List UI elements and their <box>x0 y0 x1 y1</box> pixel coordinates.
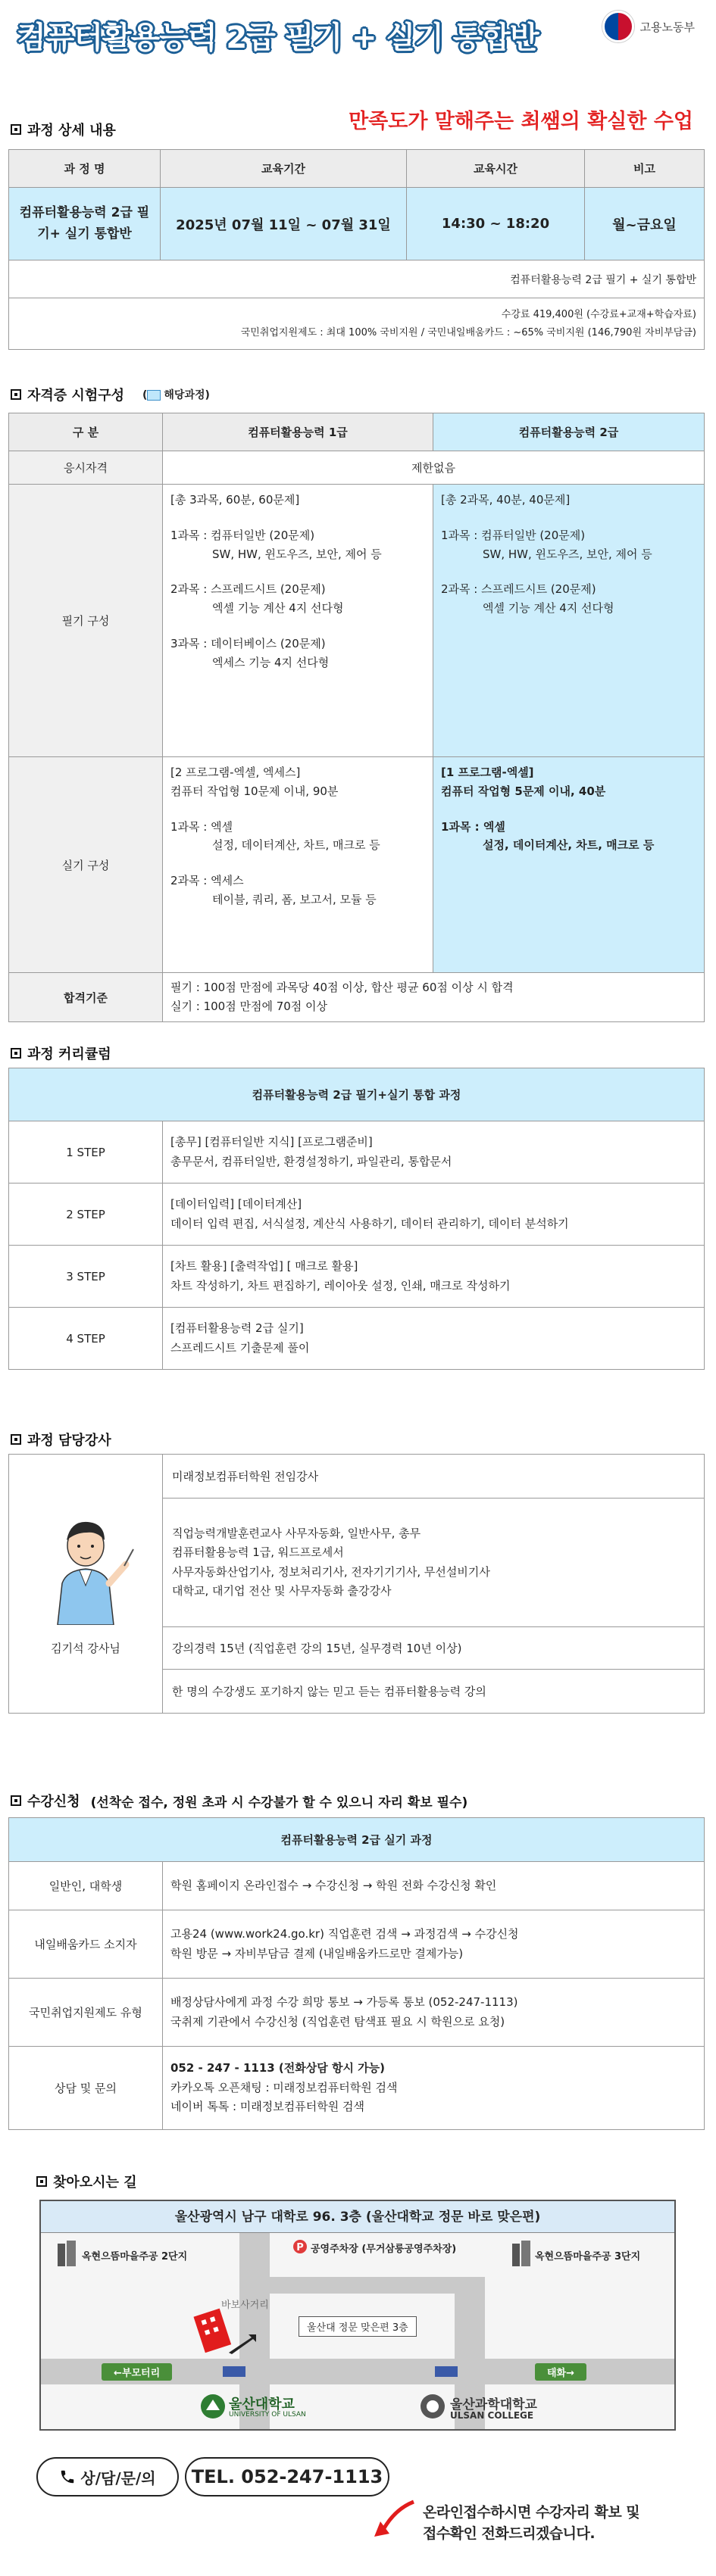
course-fee: 수강료 419,400원 (수강료+교재+학습자료) <box>501 309 696 321</box>
exam-line: 컴퓨터 작업형 5문제 이내, 40분 <box>441 784 606 798</box>
curriculum-row <box>9 1246 705 1308</box>
course-time: 14:30 ~ 18:20 <box>407 188 585 260</box>
step-label: 3 STEP <box>9 1246 163 1308</box>
step-content <box>163 1184 705 1246</box>
taegeuk-icon <box>602 11 634 42</box>
phone-icon <box>59 2468 76 2485</box>
course-days: 월~금요일 <box>585 188 705 260</box>
apartment-icon <box>511 2241 532 2266</box>
street-label: 바보사거리 <box>221 2300 269 2311</box>
curriculum-row <box>9 1121 705 1184</box>
enroll-row <box>9 1979 705 2047</box>
step-content <box>163 1308 705 1370</box>
career-line: 컴퓨터활용능력 1급, 워드프로세서 <box>172 1545 344 1559</box>
course-summary: 컴퓨터활용능력 2급 필기 + 실기 통합반 <box>9 260 705 298</box>
curriculum-row <box>9 1308 705 1370</box>
curriculum-table <box>8 1068 704 1370</box>
step-label: 4 STEP <box>9 1308 163 1370</box>
exam-line: 1과목 : 엑셀 <box>441 819 505 834</box>
row-label: 응시자격 <box>9 451 163 485</box>
step-content <box>163 1121 705 1184</box>
row-label: 합격기준 <box>9 973 163 1022</box>
legend-swatch <box>147 390 161 401</box>
instructor-table <box>8 1454 704 1714</box>
enroll-row <box>9 1910 705 1979</box>
bullet-icon <box>11 1795 21 1806</box>
section-exam-title: 자격증 시험구성 ( 해당과정) <box>11 385 210 404</box>
instructor-name: 김기석 강사님 <box>51 1642 120 1655</box>
enroll-detail <box>163 1979 705 2047</box>
exam-line: 1과목 : 컴퓨터일반 (20문제) <box>170 528 315 542</box>
written-2-cell <box>433 485 705 757</box>
univ1-english: UNIVERSITY OF ULSAN <box>229 2411 306 2419</box>
enroll-label: 일반인, 대학생 <box>9 1862 163 1910</box>
contact-button[interactable]: 상/담/문/의 <box>36 2457 179 2496</box>
enroll-row <box>9 2047 705 2130</box>
ministry-name: 고용노동부 <box>639 20 695 34</box>
curriculum-table-title: 컴퓨터활용능력 2급 필기+실기 통합 과정 <box>9 1068 705 1121</box>
enroll-detail <box>163 1862 705 1910</box>
written-1-cell <box>163 485 433 757</box>
pass-practical: 실기 : 100점 만점에 70점 이상 <box>170 1000 328 1013</box>
red-arrow-icon <box>371 2499 417 2544</box>
exam-line: 엑세스 기능 4지 선다형 <box>212 655 330 669</box>
apt-right: 옥현으뜸마을주공 3단지 <box>535 2251 641 2263</box>
exam-line: 설정, 데이터계산, 차트, 매크로 등 <box>212 838 380 853</box>
enroll-detail <box>163 2047 705 2130</box>
univ2-name: 울산과학대학교 <box>450 2397 537 2412</box>
univ2-english: ULSAN COLLEGE <box>450 2410 534 2421</box>
section-enroll-title: 수강신청 (선착순 접수, 정원 초과 시 수강불가 할 수 있으니 자리 확보 필수) <box>11 1791 467 1810</box>
enroll-line: 카카오톡 오픈채팅 : 미래정보컴퓨터학원 검색 <box>170 2080 398 2094</box>
instructor-career <box>163 1499 705 1627</box>
instructor-profile <box>9 1455 163 1714</box>
tel-button[interactable]: TEL. 052-247-1113 <box>185 2457 389 2496</box>
pass-criteria <box>163 973 705 1022</box>
enroll-label: 상담 및 문의 <box>9 2047 163 2130</box>
univ1-name: 울산대학교 <box>229 2397 295 2412</box>
exam-line: SW, HW, 윈도우즈, 보안, 제어 등 <box>212 547 382 561</box>
enroll-note: (선착순 접수, 정원 초과 시 수강불가 할 수 있으니 자리 확보 필수) <box>90 1795 468 1810</box>
step-head: [총무] [컴퓨터일반 지식] [프로그램준비] <box>170 1135 373 1149</box>
notice-line-1: 온라인접수하시면 수강자리 확보 및 <box>423 2504 640 2521</box>
bus-stop-icon <box>435 2366 458 2377</box>
col-header: 교육기간 <box>161 150 407 188</box>
college-emblem-icon <box>420 2394 446 2419</box>
apartment-icon <box>56 2241 77 2266</box>
col-header: 컴퓨터활용능력 1급 <box>163 413 433 451</box>
exam-line: 컴퓨터 작업형 10문제 이내, 90분 <box>170 784 339 798</box>
step-content <box>163 1246 705 1308</box>
legend: ( 해당과정) <box>142 389 210 401</box>
ministry-logo <box>602 11 695 42</box>
course-support: 국민취업지원제도 : 최대 100% 국비지원 / 국민내일배움카드 : ~65% 국비지원 (146,790원 자비부담금) <box>240 326 696 338</box>
step-head: [차트 활용] [출력작업] [ 매크로 활용] <box>170 1259 358 1273</box>
exam-table <box>8 413 704 1022</box>
enroll-line: 학원 홈페이지 온라인접수 → 수강신청 → 학원 전화 수강신청 확인 <box>170 1878 497 1892</box>
map-address: 울산광역시 남구 대학로 96. 3층 (울산대학교 정문 바로 맞은편) <box>41 2201 674 2233</box>
col-header: 컴퓨터활용능력 2급 <box>433 413 705 451</box>
svg-text:P: P <box>296 2242 304 2253</box>
career-line: 직업능력개발훈련교사 사무자동화, 일반사무, 총무 <box>172 1526 421 1540</box>
exam-line: 1과목 : 컴퓨터일반 (20문제) <box>441 528 586 542</box>
bullet-icon <box>11 389 21 400</box>
step-body: 스프레드시트 기출문제 풀이 <box>170 1340 310 1355</box>
step-head: [데이터입력] [데이터계산] <box>170 1197 302 1211</box>
practical-1-cell <box>163 757 433 973</box>
eligibility-value: 제한없음 <box>163 451 705 485</box>
location-map <box>39 2200 676 2431</box>
notice-line-2: 접수확인 전화드리겠습니다. <box>423 2525 596 2542</box>
enroll-detail <box>163 1910 705 1979</box>
step-body: 데이터 입력 편집, 서식설정, 계산식 사용하기, 데이터 관리하기, 데이터 분석하기 <box>170 1216 569 1230</box>
career-line: 대학교, 대기업 전산 및 사무자동화 출강강사 <box>172 1584 392 1598</box>
bullet-icon <box>11 124 21 135</box>
teacher-illustration <box>36 1511 135 1625</box>
enroll-line: 배정상담사에게 과정 수강 희망 통보 → 가등록 통보 (052-247-1113) <box>170 1995 518 2009</box>
section-course-title: 과정 상세 내용 <box>11 120 116 139</box>
parking-icon <box>292 2239 308 2256</box>
enroll-table-title: 컴퓨터활용능력 2급 실기 과정 <box>9 1818 705 1862</box>
row-label: 실기 구성 <box>9 757 163 973</box>
course-name: 컴퓨터활용능력 2급 필기+ 실기 통합반 <box>9 188 161 260</box>
col-header: 구 분 <box>9 413 163 451</box>
exam-line: 3과목 : 데이터베이스 (20문제) <box>170 636 326 650</box>
enroll-line: 네이버 톡톡 : 미래정보컴퓨터학원 검색 <box>170 2100 364 2114</box>
exam-line: 엑셀 기능 계산 4지 선다형 <box>212 601 344 615</box>
practical-2-cell <box>433 757 705 973</box>
section-directions-title: 찾아오시는 길 <box>36 2172 137 2191</box>
enroll-line: 고용24 (www.work24.go.kr) 직업훈련 검색 → 과정검색 → 수강신청 <box>170 1927 519 1941</box>
pass-written: 필기 : 100점 만점에 과목당 40점 이상, 합산 평균 60점 이상 시 합격 <box>170 980 514 994</box>
instructor-motto: 한 명의 수강생도 포기하지 않는 믿고 듣는 컴퓨터활용능력 강의 <box>163 1670 705 1714</box>
cross-road <box>239 2277 485 2294</box>
page-header <box>0 0 716 68</box>
enroll-notice <box>423 2503 639 2544</box>
section-curriculum-title: 과정 커리큘럼 <box>11 1043 111 1063</box>
step-body: 차트 작성하기, 차트 편집하기, 레이아웃 설정, 인쇄, 매크로 작성하기 <box>170 1278 511 1293</box>
enroll-table <box>8 1817 704 2130</box>
slogan: 만족도가 말해주는 최쌤의 확실한 수업 <box>349 110 693 133</box>
exam-line: 1과목 : 엑셀 <box>170 819 233 834</box>
instructor-experience: 강의경력 15년 (직업훈련 강의 15년, 실무경력 10년 이상) <box>163 1627 705 1670</box>
exam-line: [1 프로그램-엑셀] <box>441 766 534 779</box>
career-line: 사무자동화산업기사, 정보처리기사, 전자기기기사, 무선설비기사 <box>172 1564 490 1579</box>
col-header: 비고 <box>585 150 705 188</box>
exam-line: 2과목 : 엑세스 <box>170 874 244 887</box>
sign-right: 태화→ <box>535 2363 586 2381</box>
teacher-figure-icon <box>36 1511 135 1625</box>
enroll-line: 052 - 247 - 1113 (전화상담 항시 가능) <box>170 2061 386 2075</box>
course-table <box>8 149 704 350</box>
page-title: 컴퓨터활용능력 2급 필기 + 실기 통합반 <box>17 20 539 55</box>
university-emblem-icon <box>200 2394 226 2419</box>
section-instructor-title: 과정 담당강사 <box>11 1430 111 1449</box>
enroll-row <box>9 1862 705 1910</box>
parking-label: 공영주차장 (무거삼릉공영주차장) <box>311 2244 457 2255</box>
exam-line: 2과목 : 스프레드시트 (20문제) <box>170 582 326 597</box>
exam-line: 테이블, 쿼리, 폼, 보고서, 모듈 등 <box>212 892 377 906</box>
bullet-icon <box>11 1048 21 1059</box>
exam-line: [총 3과목, 60분, 60문제] <box>170 493 300 507</box>
course-fee-cell <box>9 298 705 350</box>
exam-line: 2과목 : 스프레드시트 (20문제) <box>441 582 596 597</box>
exam-line: [총 2과목, 40분, 40문제] <box>441 493 571 507</box>
exam-line: [2 프로그램-엑셀, 엑세스] <box>170 766 301 779</box>
step-label: 1 STEP <box>9 1121 163 1184</box>
step-body: 총무문서, 컴퓨터일반, 환경설정하기, 파일관리, 통합문서 <box>170 1154 452 1168</box>
step-label: 2 STEP <box>9 1184 163 1246</box>
row-label: 필기 구성 <box>9 485 163 757</box>
enroll-label: 국민취업지원제도 유형 <box>9 1979 163 2047</box>
step-head: [컴퓨터활용능력 2급 실기] <box>170 1321 304 1335</box>
instructor-title: 미래정보컴퓨터학원 전임강사 <box>163 1455 705 1499</box>
pointer-arrow-icon <box>229 2334 256 2354</box>
academy-label: 울산대 정문 맞은편 3층 <box>299 2316 417 2337</box>
enroll-line: 국취제 기관에서 수강신청 (직업훈련 탐색표 필요 시 학원으로 요청) <box>170 2014 505 2029</box>
bus-stop-icon <box>223 2366 245 2377</box>
enroll-label: 내일배움카드 소지자 <box>9 1910 163 1979</box>
exam-line: 엑셀 기능 계산 4지 선다형 <box>483 601 614 615</box>
col-header: 과 정 명 <box>9 150 161 188</box>
course-period: 2025년 07월 11일 ~ 07월 31일 <box>161 188 407 260</box>
exam-line: SW, HW, 윈도우즈, 보안, 제어 등 <box>483 547 652 561</box>
bullet-icon <box>11 1434 21 1445</box>
col-header: 교육시간 <box>407 150 585 188</box>
exam-line: 설정, 데이터계산, 차트, 매크로 등 <box>483 838 655 853</box>
apt-left: 옥현으뜸마을주공 2단지 <box>82 2251 188 2263</box>
sign-left: ←부모터리 <box>102 2363 172 2381</box>
curriculum-row <box>9 1184 705 1246</box>
enroll-line: 학원 방문 → 자비부담금 결제 (내일배움카드로만 결제가능) <box>170 1946 464 1960</box>
bullet-icon <box>36 2176 47 2187</box>
